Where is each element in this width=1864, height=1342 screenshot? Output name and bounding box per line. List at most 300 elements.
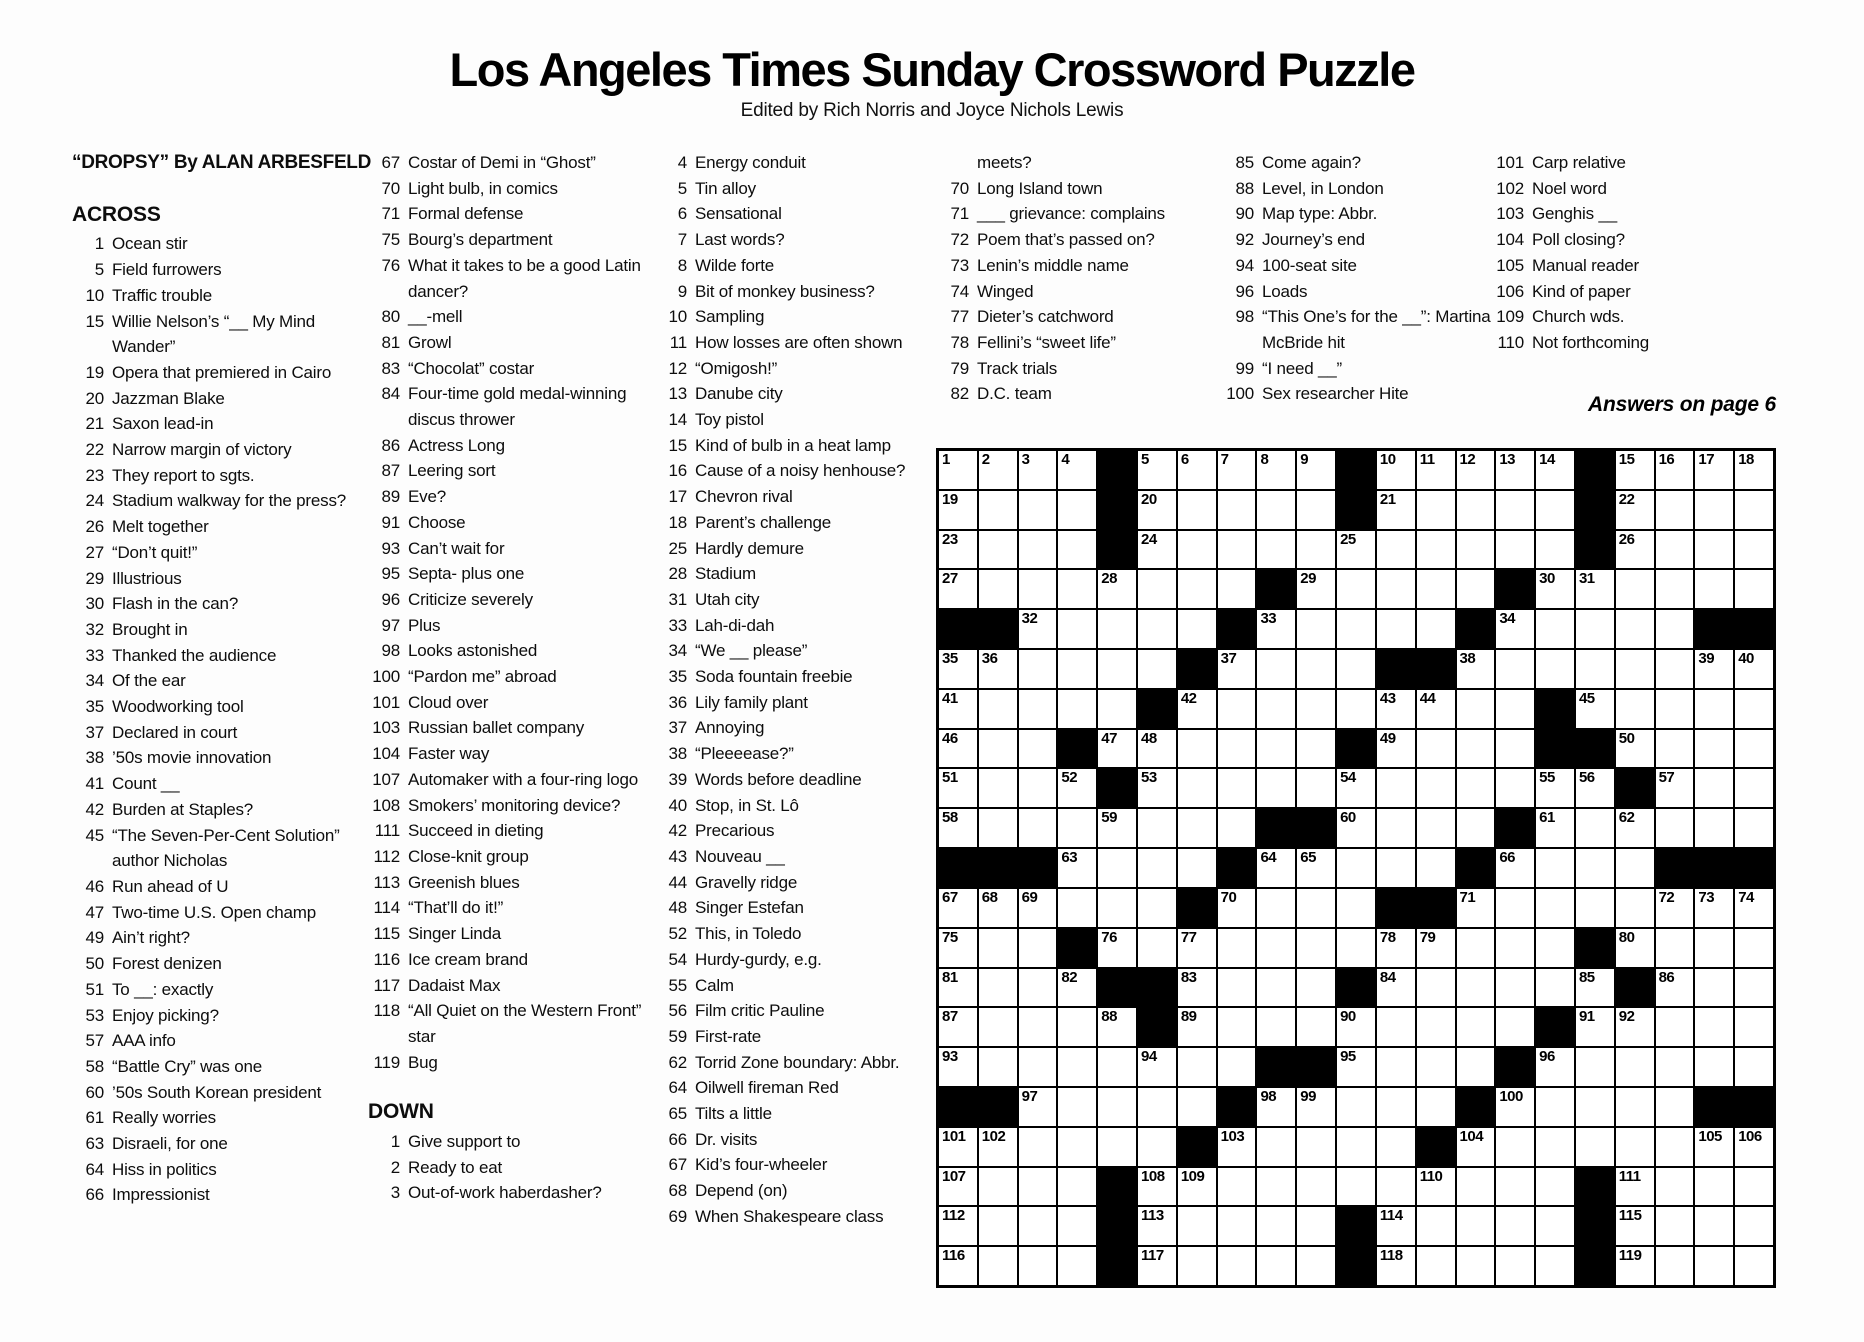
cell-r15c20[interactable] bbox=[1695, 1008, 1733, 1046]
cell-r8c19[interactable] bbox=[1656, 730, 1694, 768]
cell-r1c7[interactable] bbox=[1178, 451, 1216, 489]
cell-r4c13[interactable] bbox=[1417, 570, 1455, 608]
cell-r9c2[interactable] bbox=[979, 769, 1017, 807]
cell-r10c18[interactable] bbox=[1616, 809, 1654, 847]
cell-r13c8[interactable] bbox=[1218, 929, 1256, 967]
cell-r16c6[interactable] bbox=[1138, 1048, 1176, 1086]
cell-r13c2[interactable] bbox=[979, 929, 1017, 967]
cell-r7c5[interactable] bbox=[1098, 690, 1136, 728]
cell-r3c11[interactable] bbox=[1337, 531, 1375, 569]
cell-r12c16[interactable] bbox=[1536, 889, 1574, 927]
cell-r19c18[interactable] bbox=[1616, 1168, 1654, 1206]
cell-r3c8[interactable] bbox=[1218, 531, 1256, 569]
cell-r18c21[interactable] bbox=[1735, 1128, 1773, 1166]
cell-r12c2[interactable] bbox=[979, 889, 1017, 927]
cell-r7c15[interactable] bbox=[1496, 690, 1534, 728]
cell-r19c1[interactable] bbox=[939, 1168, 977, 1206]
cell-r3c13[interactable] bbox=[1417, 531, 1455, 569]
cell-r20c4[interactable] bbox=[1058, 1207, 1096, 1245]
cell-r21c13[interactable] bbox=[1417, 1247, 1455, 1285]
cell-r15c14[interactable] bbox=[1457, 1008, 1495, 1046]
cell-r19c11[interactable] bbox=[1337, 1168, 1375, 1206]
cell-r17c6[interactable] bbox=[1138, 1088, 1176, 1126]
cell-r3c14[interactable] bbox=[1457, 531, 1495, 569]
cell-r20c8[interactable] bbox=[1218, 1207, 1256, 1245]
cell-r2c1[interactable] bbox=[939, 491, 977, 529]
cell-r15c17[interactable] bbox=[1576, 1008, 1614, 1046]
cell-r21c8[interactable] bbox=[1218, 1247, 1256, 1285]
cell-r16c17[interactable] bbox=[1576, 1048, 1614, 1086]
cell-r15c10[interactable] bbox=[1297, 1008, 1335, 1046]
cell-r10c7[interactable] bbox=[1178, 809, 1216, 847]
cell-r9c14[interactable] bbox=[1457, 769, 1495, 807]
cell-r7c3[interactable] bbox=[1019, 690, 1057, 728]
cell-r7c8[interactable] bbox=[1218, 690, 1256, 728]
cell-r8c12[interactable] bbox=[1377, 730, 1415, 768]
cell-r13c7[interactable] bbox=[1178, 929, 1216, 967]
cell-r13c19[interactable] bbox=[1656, 929, 1694, 967]
cell-r14c1[interactable] bbox=[939, 969, 977, 1007]
cell-r2c7[interactable] bbox=[1178, 491, 1216, 529]
cell-r10c11[interactable] bbox=[1337, 809, 1375, 847]
cell-r16c21[interactable] bbox=[1735, 1048, 1773, 1086]
cell-r12c18[interactable] bbox=[1616, 889, 1654, 927]
cell-r12c8[interactable] bbox=[1218, 889, 1256, 927]
cell-r8c5[interactable] bbox=[1098, 730, 1136, 768]
cell-r1c16[interactable] bbox=[1536, 451, 1574, 489]
cell-r11c7[interactable] bbox=[1178, 849, 1216, 887]
cell-r20c1[interactable] bbox=[939, 1207, 977, 1245]
cell-r14c7[interactable] bbox=[1178, 969, 1216, 1007]
cell-r4c1[interactable] bbox=[939, 570, 977, 608]
cell-r17c18[interactable] bbox=[1616, 1088, 1654, 1126]
cell-r12c21[interactable] bbox=[1735, 889, 1773, 927]
cell-r4c4[interactable] bbox=[1058, 570, 1096, 608]
cell-r4c18[interactable] bbox=[1616, 570, 1654, 608]
cell-r17c7[interactable] bbox=[1178, 1088, 1216, 1126]
cell-r15c7[interactable] bbox=[1178, 1008, 1216, 1046]
cell-r2c21[interactable] bbox=[1735, 491, 1773, 529]
cell-r9c11[interactable] bbox=[1337, 769, 1375, 807]
cell-r18c18[interactable] bbox=[1616, 1128, 1654, 1166]
cell-r13c12[interactable] bbox=[1377, 929, 1415, 967]
cell-r14c4[interactable] bbox=[1058, 969, 1096, 1007]
cell-r18c8[interactable] bbox=[1218, 1128, 1256, 1166]
cell-r13c20[interactable] bbox=[1695, 929, 1733, 967]
cell-r2c20[interactable] bbox=[1695, 491, 1733, 529]
cell-r13c18[interactable] bbox=[1616, 929, 1654, 967]
cell-r20c3[interactable] bbox=[1019, 1207, 1057, 1245]
cell-r21c2[interactable] bbox=[979, 1247, 1017, 1285]
cell-r7c2[interactable] bbox=[979, 690, 1017, 728]
cell-r11c12[interactable] bbox=[1377, 849, 1415, 887]
cell-r16c7[interactable] bbox=[1178, 1048, 1216, 1086]
cell-r13c3[interactable] bbox=[1019, 929, 1057, 967]
cell-r11c10[interactable] bbox=[1297, 849, 1335, 887]
cell-r10c12[interactable] bbox=[1377, 809, 1415, 847]
cell-r5c19[interactable] bbox=[1656, 610, 1694, 648]
cell-r21c9[interactable] bbox=[1257, 1247, 1295, 1285]
cell-r10c19[interactable] bbox=[1656, 809, 1694, 847]
cell-r18c14[interactable] bbox=[1457, 1128, 1495, 1166]
cell-r16c8[interactable] bbox=[1218, 1048, 1256, 1086]
cell-r1c20[interactable] bbox=[1695, 451, 1733, 489]
cell-r6c6[interactable] bbox=[1138, 650, 1176, 688]
cell-r3c2[interactable] bbox=[979, 531, 1017, 569]
cell-r18c3[interactable] bbox=[1019, 1128, 1057, 1166]
cell-r9c13[interactable] bbox=[1417, 769, 1455, 807]
cell-r2c2[interactable] bbox=[979, 491, 1017, 529]
cell-r3c9[interactable] bbox=[1257, 531, 1295, 569]
cell-r3c16[interactable] bbox=[1536, 531, 1574, 569]
cell-r15c5[interactable] bbox=[1098, 1008, 1136, 1046]
cell-r14c13[interactable] bbox=[1417, 969, 1455, 1007]
cell-r7c17[interactable] bbox=[1576, 690, 1614, 728]
cell-r8c10[interactable] bbox=[1297, 730, 1335, 768]
cell-r16c12[interactable] bbox=[1377, 1048, 1415, 1086]
cell-r13c14[interactable] bbox=[1457, 929, 1495, 967]
cell-r15c9[interactable] bbox=[1257, 1008, 1295, 1046]
cell-r9c16[interactable] bbox=[1536, 769, 1574, 807]
cell-r1c8[interactable] bbox=[1218, 451, 1256, 489]
cell-r16c3[interactable] bbox=[1019, 1048, 1057, 1086]
cell-r13c11[interactable] bbox=[1337, 929, 1375, 967]
cell-r13c5[interactable] bbox=[1098, 929, 1136, 967]
cell-r4c16[interactable] bbox=[1536, 570, 1574, 608]
cell-r12c14[interactable] bbox=[1457, 889, 1495, 927]
cell-r21c4[interactable] bbox=[1058, 1247, 1096, 1285]
cell-r6c17[interactable] bbox=[1576, 650, 1614, 688]
cell-r12c20[interactable] bbox=[1695, 889, 1733, 927]
cell-r13c13[interactable] bbox=[1417, 929, 1455, 967]
cell-r3c12[interactable] bbox=[1377, 531, 1415, 569]
cell-r7c12[interactable] bbox=[1377, 690, 1415, 728]
cell-r6c14[interactable] bbox=[1457, 650, 1495, 688]
cell-r9c15[interactable] bbox=[1496, 769, 1534, 807]
cell-r9c12[interactable] bbox=[1377, 769, 1415, 807]
cell-r14c21[interactable] bbox=[1735, 969, 1773, 1007]
cell-r3c15[interactable] bbox=[1496, 531, 1534, 569]
cell-r8c13[interactable] bbox=[1417, 730, 1455, 768]
cell-r12c6[interactable] bbox=[1138, 889, 1176, 927]
cell-r5c16[interactable] bbox=[1536, 610, 1574, 648]
cell-r19c8[interactable] bbox=[1218, 1168, 1256, 1206]
cell-r6c5[interactable] bbox=[1098, 650, 1136, 688]
cell-r5c18[interactable] bbox=[1616, 610, 1654, 648]
cell-r19c19[interactable] bbox=[1656, 1168, 1694, 1206]
cell-r11c5[interactable] bbox=[1098, 849, 1136, 887]
cell-r10c3[interactable] bbox=[1019, 809, 1057, 847]
cell-r19c20[interactable] bbox=[1695, 1168, 1733, 1206]
cell-r13c16[interactable] bbox=[1536, 929, 1574, 967]
cell-r19c2[interactable] bbox=[979, 1168, 1017, 1206]
cell-r10c5[interactable] bbox=[1098, 809, 1136, 847]
cell-r15c4[interactable] bbox=[1058, 1008, 1096, 1046]
cell-r11c17[interactable] bbox=[1576, 849, 1614, 887]
cell-r14c9[interactable] bbox=[1257, 969, 1295, 1007]
cell-r18c11[interactable] bbox=[1337, 1128, 1375, 1166]
cell-r16c18[interactable] bbox=[1616, 1048, 1654, 1086]
cell-r20c6[interactable] bbox=[1138, 1207, 1176, 1245]
cell-r7c14[interactable] bbox=[1457, 690, 1495, 728]
cell-r8c20[interactable] bbox=[1695, 730, 1733, 768]
cell-r12c1[interactable] bbox=[939, 889, 977, 927]
cell-r8c21[interactable] bbox=[1735, 730, 1773, 768]
cell-r7c19[interactable] bbox=[1656, 690, 1694, 728]
cell-r10c4[interactable] bbox=[1058, 809, 1096, 847]
cell-r11c16[interactable] bbox=[1536, 849, 1574, 887]
cell-r17c16[interactable] bbox=[1536, 1088, 1574, 1126]
cell-r17c3[interactable] bbox=[1019, 1088, 1057, 1126]
cell-r7c21[interactable] bbox=[1735, 690, 1773, 728]
cell-r10c2[interactable] bbox=[979, 809, 1017, 847]
cell-r18c1[interactable] bbox=[939, 1128, 977, 1166]
cell-r6c4[interactable] bbox=[1058, 650, 1096, 688]
cell-r9c8[interactable] bbox=[1218, 769, 1256, 807]
cell-r2c12[interactable] bbox=[1377, 491, 1415, 529]
cell-r11c6[interactable] bbox=[1138, 849, 1176, 887]
cell-r2c9[interactable] bbox=[1257, 491, 1295, 529]
cell-r17c5[interactable] bbox=[1098, 1088, 1136, 1126]
cell-r3c20[interactable] bbox=[1695, 531, 1733, 569]
cell-r18c12[interactable] bbox=[1377, 1128, 1415, 1166]
cell-r8c14[interactable] bbox=[1457, 730, 1495, 768]
cell-r7c9[interactable] bbox=[1257, 690, 1295, 728]
cell-r1c10[interactable] bbox=[1297, 451, 1335, 489]
cell-r19c3[interactable] bbox=[1019, 1168, 1057, 1206]
cell-r10c21[interactable] bbox=[1735, 809, 1773, 847]
cell-r14c10[interactable] bbox=[1297, 969, 1335, 1007]
cell-r8c1[interactable] bbox=[939, 730, 977, 768]
cell-r20c19[interactable] bbox=[1656, 1207, 1694, 1245]
cell-r2c4[interactable] bbox=[1058, 491, 1096, 529]
cell-r9c20[interactable] bbox=[1695, 769, 1733, 807]
cell-r3c21[interactable] bbox=[1735, 531, 1773, 569]
cell-r20c15[interactable] bbox=[1496, 1207, 1534, 1245]
cell-r12c11[interactable] bbox=[1337, 889, 1375, 927]
cell-r4c2[interactable] bbox=[979, 570, 1017, 608]
cell-r20c10[interactable] bbox=[1297, 1207, 1335, 1245]
cell-r16c5[interactable] bbox=[1098, 1048, 1136, 1086]
cell-r21c14[interactable] bbox=[1457, 1247, 1495, 1285]
cell-r16c14[interactable] bbox=[1457, 1048, 1495, 1086]
cell-r16c20[interactable] bbox=[1695, 1048, 1733, 1086]
cell-r6c9[interactable] bbox=[1257, 650, 1295, 688]
cell-r19c7[interactable] bbox=[1178, 1168, 1216, 1206]
cell-r19c16[interactable] bbox=[1536, 1168, 1574, 1206]
cell-r10c13[interactable] bbox=[1417, 809, 1455, 847]
cell-r15c8[interactable] bbox=[1218, 1008, 1256, 1046]
cell-r8c6[interactable] bbox=[1138, 730, 1176, 768]
cell-r21c7[interactable] bbox=[1178, 1247, 1216, 1285]
cell-r4c7[interactable] bbox=[1178, 570, 1216, 608]
cell-r17c15[interactable] bbox=[1496, 1088, 1534, 1126]
cell-r4c17[interactable] bbox=[1576, 570, 1614, 608]
cell-r3c18[interactable] bbox=[1616, 531, 1654, 569]
cell-r21c12[interactable] bbox=[1377, 1247, 1415, 1285]
cell-r21c15[interactable] bbox=[1496, 1247, 1534, 1285]
cell-r8c8[interactable] bbox=[1218, 730, 1256, 768]
cell-r6c19[interactable] bbox=[1656, 650, 1694, 688]
cell-r10c17[interactable] bbox=[1576, 809, 1614, 847]
cell-r18c4[interactable] bbox=[1058, 1128, 1096, 1166]
cell-r9c10[interactable] bbox=[1297, 769, 1335, 807]
cell-r13c10[interactable] bbox=[1297, 929, 1335, 967]
cell-r20c7[interactable] bbox=[1178, 1207, 1216, 1245]
cell-r7c11[interactable] bbox=[1337, 690, 1375, 728]
cell-r16c4[interactable] bbox=[1058, 1048, 1096, 1086]
cell-r5c9[interactable] bbox=[1257, 610, 1295, 648]
cell-r4c21[interactable] bbox=[1735, 570, 1773, 608]
cell-r15c13[interactable] bbox=[1417, 1008, 1455, 1046]
cell-r9c4[interactable] bbox=[1058, 769, 1096, 807]
cell-r3c6[interactable] bbox=[1138, 531, 1176, 569]
cell-r14c3[interactable] bbox=[1019, 969, 1057, 1007]
cell-r1c18[interactable] bbox=[1616, 451, 1654, 489]
cell-r4c6[interactable] bbox=[1138, 570, 1176, 608]
cell-r10c20[interactable] bbox=[1695, 809, 1733, 847]
cell-r12c10[interactable] bbox=[1297, 889, 1335, 927]
cell-r19c12[interactable] bbox=[1377, 1168, 1415, 1206]
cell-r12c19[interactable] bbox=[1656, 889, 1694, 927]
cell-r18c2[interactable] bbox=[979, 1128, 1017, 1166]
cell-r8c18[interactable] bbox=[1616, 730, 1654, 768]
cell-r21c6[interactable] bbox=[1138, 1247, 1176, 1285]
cell-r14c2[interactable] bbox=[979, 969, 1017, 1007]
cell-r21c10[interactable] bbox=[1297, 1247, 1335, 1285]
cell-r4c20[interactable] bbox=[1695, 570, 1733, 608]
cell-r7c13[interactable] bbox=[1417, 690, 1455, 728]
cell-r5c15[interactable] bbox=[1496, 610, 1534, 648]
cell-r17c12[interactable] bbox=[1377, 1088, 1415, 1126]
cell-r17c17[interactable] bbox=[1576, 1088, 1614, 1126]
cell-r2c8[interactable] bbox=[1218, 491, 1256, 529]
cell-r20c18[interactable] bbox=[1616, 1207, 1654, 1245]
cell-r15c11[interactable] bbox=[1337, 1008, 1375, 1046]
cell-r12c17[interactable] bbox=[1576, 889, 1614, 927]
cell-r20c21[interactable] bbox=[1735, 1207, 1773, 1245]
cell-r6c3[interactable] bbox=[1019, 650, 1057, 688]
cell-r1c12[interactable] bbox=[1377, 451, 1415, 489]
cell-r13c6[interactable] bbox=[1138, 929, 1176, 967]
cell-r14c16[interactable] bbox=[1536, 969, 1574, 1007]
cell-r10c6[interactable] bbox=[1138, 809, 1176, 847]
cell-r6c10[interactable] bbox=[1297, 650, 1335, 688]
cell-r9c7[interactable] bbox=[1178, 769, 1216, 807]
cell-r7c7[interactable] bbox=[1178, 690, 1216, 728]
cell-r2c6[interactable] bbox=[1138, 491, 1176, 529]
cell-r19c10[interactable] bbox=[1297, 1168, 1335, 1206]
cell-r2c14[interactable] bbox=[1457, 491, 1495, 529]
cell-r3c10[interactable] bbox=[1297, 531, 1335, 569]
cell-r20c2[interactable] bbox=[979, 1207, 1017, 1245]
cell-r2c15[interactable] bbox=[1496, 491, 1534, 529]
cell-r4c5[interactable] bbox=[1098, 570, 1136, 608]
cell-r6c11[interactable] bbox=[1337, 650, 1375, 688]
cell-r12c3[interactable] bbox=[1019, 889, 1057, 927]
cell-r15c21[interactable] bbox=[1735, 1008, 1773, 1046]
cell-r6c21[interactable] bbox=[1735, 650, 1773, 688]
cell-r4c19[interactable] bbox=[1656, 570, 1694, 608]
cell-r9c9[interactable] bbox=[1257, 769, 1295, 807]
cell-r1c21[interactable] bbox=[1735, 451, 1773, 489]
cell-r6c20[interactable] bbox=[1695, 650, 1733, 688]
cell-r1c3[interactable] bbox=[1019, 451, 1057, 489]
cell-r14c20[interactable] bbox=[1695, 969, 1733, 1007]
cell-r19c15[interactable] bbox=[1496, 1168, 1534, 1206]
cell-r5c6[interactable] bbox=[1138, 610, 1176, 648]
cell-r17c9[interactable] bbox=[1257, 1088, 1295, 1126]
cell-r6c2[interactable] bbox=[979, 650, 1017, 688]
cell-r10c14[interactable] bbox=[1457, 809, 1495, 847]
cell-r18c19[interactable] bbox=[1656, 1128, 1694, 1166]
cell-r9c3[interactable] bbox=[1019, 769, 1057, 807]
cell-r21c20[interactable] bbox=[1695, 1247, 1733, 1285]
cell-r16c16[interactable] bbox=[1536, 1048, 1574, 1086]
cell-r11c15[interactable] bbox=[1496, 849, 1534, 887]
cell-r21c3[interactable] bbox=[1019, 1247, 1057, 1285]
cell-r15c3[interactable] bbox=[1019, 1008, 1057, 1046]
cell-r8c15[interactable] bbox=[1496, 730, 1534, 768]
cell-r16c1[interactable] bbox=[939, 1048, 977, 1086]
cell-r21c16[interactable] bbox=[1536, 1247, 1574, 1285]
cell-r17c19[interactable] bbox=[1656, 1088, 1694, 1126]
cell-r6c18[interactable] bbox=[1616, 650, 1654, 688]
cell-r8c2[interactable] bbox=[979, 730, 1017, 768]
cell-r3c19[interactable] bbox=[1656, 531, 1694, 569]
cell-r7c4[interactable] bbox=[1058, 690, 1096, 728]
cell-r19c13[interactable] bbox=[1417, 1168, 1455, 1206]
cell-r12c9[interactable] bbox=[1257, 889, 1295, 927]
cell-r2c19[interactable] bbox=[1656, 491, 1694, 529]
cell-r11c4[interactable] bbox=[1058, 849, 1096, 887]
cell-r4c3[interactable] bbox=[1019, 570, 1057, 608]
cell-r9c6[interactable] bbox=[1138, 769, 1176, 807]
cell-r8c7[interactable] bbox=[1178, 730, 1216, 768]
cell-r5c5[interactable] bbox=[1098, 610, 1136, 648]
cell-r2c16[interactable] bbox=[1536, 491, 1574, 529]
cell-r19c9[interactable] bbox=[1257, 1168, 1295, 1206]
cell-r15c19[interactable] bbox=[1656, 1008, 1694, 1046]
cell-r6c1[interactable] bbox=[939, 650, 977, 688]
cell-r15c1[interactable] bbox=[939, 1008, 977, 1046]
cell-r15c15[interactable] bbox=[1496, 1008, 1534, 1046]
cell-r1c6[interactable] bbox=[1138, 451, 1176, 489]
cell-r15c18[interactable] bbox=[1616, 1008, 1654, 1046]
cell-r18c15[interactable] bbox=[1496, 1128, 1534, 1166]
cell-r6c15[interactable] bbox=[1496, 650, 1534, 688]
cell-r12c5[interactable] bbox=[1098, 889, 1136, 927]
cell-r9c1[interactable] bbox=[939, 769, 977, 807]
cell-r21c19[interactable] bbox=[1656, 1247, 1694, 1285]
cell-r12c4[interactable] bbox=[1058, 889, 1096, 927]
cell-r14c8[interactable] bbox=[1218, 969, 1256, 1007]
cell-r11c13[interactable] bbox=[1417, 849, 1455, 887]
cell-r5c4[interactable] bbox=[1058, 610, 1096, 648]
cell-r13c1[interactable] bbox=[939, 929, 977, 967]
cell-r13c21[interactable] bbox=[1735, 929, 1773, 967]
cell-r18c6[interactable] bbox=[1138, 1128, 1176, 1166]
cell-r3c4[interactable] bbox=[1058, 531, 1096, 569]
cell-r21c18[interactable] bbox=[1616, 1247, 1654, 1285]
cell-r4c14[interactable] bbox=[1457, 570, 1495, 608]
cell-r17c13[interactable] bbox=[1417, 1088, 1455, 1126]
cell-r18c17[interactable] bbox=[1576, 1128, 1614, 1166]
cell-r4c8[interactable] bbox=[1218, 570, 1256, 608]
cell-r14c14[interactable] bbox=[1457, 969, 1495, 1007]
cell-r1c14[interactable] bbox=[1457, 451, 1495, 489]
cell-r20c14[interactable] bbox=[1457, 1207, 1495, 1245]
